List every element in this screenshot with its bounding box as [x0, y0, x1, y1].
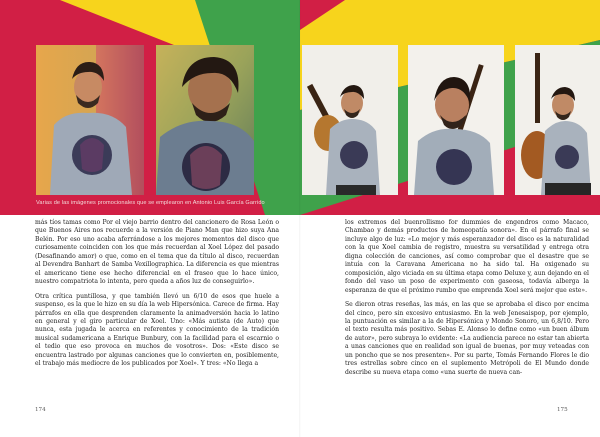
right-paragraph-1: los extremos del buenrollismo for dummies de engendros como Macaco, Chambao y demás productos de homeopatía sonora». En el párrafo final se incluye algo de luz: «Lo mejor y más esperanzador del disco es la naturalidad con la que Xoel cambia de registro, muestra su versatilidad y entrega otra digna colección de canciones, así como comprobar que el desastre que se intuía con la Caravana Americana no ha sido tal. Ha oxigenado su composición, algo viciada en su última etapa como Deluxe y, aun dejando en el fondo del vaso un poso de experimento con gaseosa, todavía alberga la esperanza de que el próximo rumbo que emprenda Xoel será mejor que este».: [345, 219, 589, 294]
promo-photo-5: [515, 45, 600, 195]
right-paragraph-2: Se dieron otras reseñas, las más, en las que se aprobaba el disco por encima del cinco, pero sin excesivo entusiasmo. En la web Jenesaispop, por ejemplo, la puntuación es similar a la de Hipersónica y Mondo Sonoro, un 6,8/10. Pero el texto resulta más positivo. Sebas E. Alonso lo define como «un buen álbum de autor», pero subraya lo evidente: «La audiencia parece no estar tan abierta a unas canciones que en realidad son igual de buenas, por muy veteadas con un poncho que se nos presenten». Por su parte, Tomás Fernando Flores le dio tres estrellas sobre cinco en el suplemento Metrópoli de El Mundo donde describe su nueva etapa como «una suerte de nueva can-: [345, 301, 589, 376]
photo-caption: Varias de las imágenes promocionales que se emplearon en Antonio Luis García Garrido: [36, 200, 265, 206]
page-number-left: 174: [35, 407, 46, 413]
left-page-body: [35, 219, 279, 375]
promo-photo-2: [156, 45, 254, 195]
right-page-body: [345, 219, 589, 383]
page-number-right: 175: [557, 407, 568, 413]
left-paragraph-1: más tíos tamas como Por el viejo barrio dentro del cancionero de Rosa León o que Buenos Aires nos recuerde a la versión de Piano Man que hizo suya Ana Belén. Por eso uno acaba aferrándose a los mejores momentos del disco que curiosamente coinciden con los que más recuerdan al Xoel López del pasado (Desafinando amor) o que, como en el tema que da título al disco, recuerdan al Devendra Banhart de Samba Vexillographica. La diferencia es que mientras el americano tiene ese hecho diferencial en el fraseo que lo hace único, nuestro compatriota lo intenta, pero queda a años luz de conseguirlo».: [35, 219, 279, 286]
promo-photo-3: [302, 45, 398, 195]
promo-photo-4: [408, 45, 504, 195]
promo-photo-1: [36, 45, 144, 195]
book-gutter: [299, 0, 301, 437]
left-paragraph-2: Otra crítica puntillosa, y que también llevó un 6/10 de esos que huele a suspenso, es la que le hizo en su día la web Hipersónica. Carece de firma. Hay párrafos en ella que desprenden claramente la animadversión hacia lo latino en general y el giro particular de Xoel. Uno: «Más autista (de Auto) que nunca, esta jugada le acerca en referentes y conocimiento de la tradición musical sudamericana a Enrique Bunbury, con la facilidad para el escarnio o el tedio que eso provoca en muchos de vosotros». Dos: «Este disco se encuentra lastrado por algunas canciones que lo convierten en, posiblemente, el trabajo más mediocre de los publicados por Xoel». Y tres: «No llega a: [35, 292, 279, 368]
